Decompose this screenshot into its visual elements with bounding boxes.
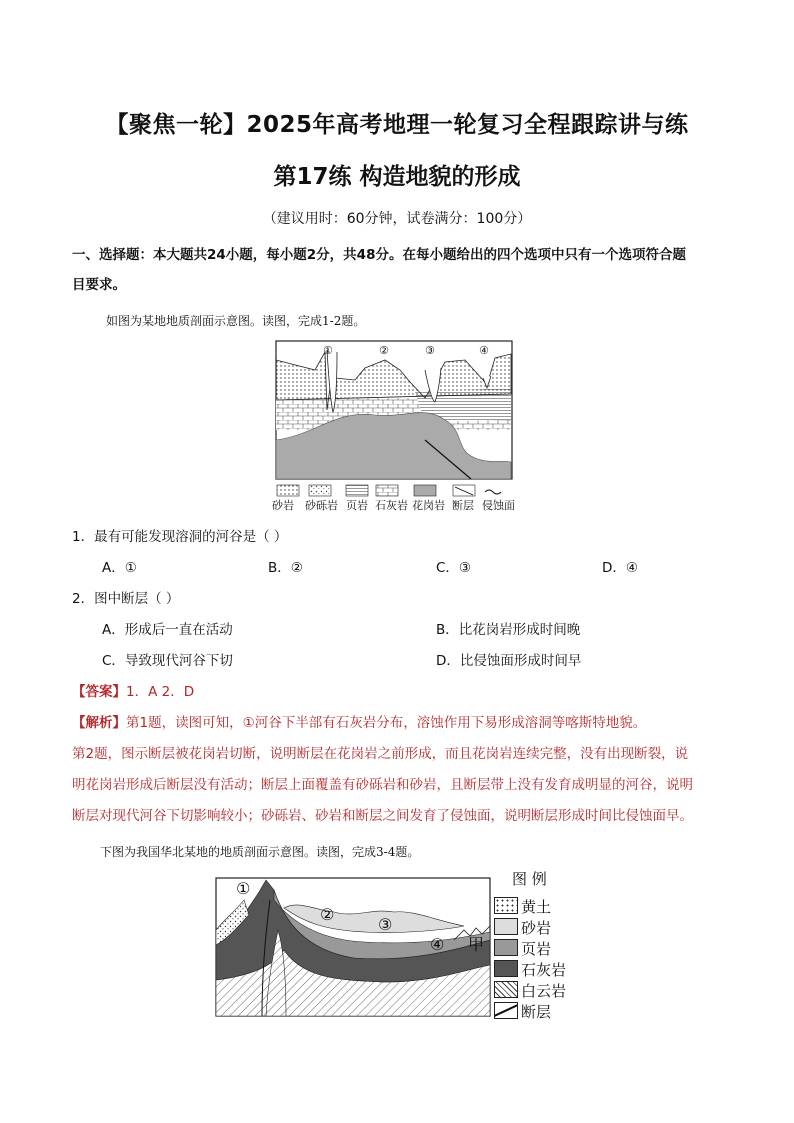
analysis-paragraph-2-line3: 断层对现代河谷下切影响较小；砂砾岩、砂岩和断层之间发育了侵蚀面，说明断层形成时间比侵蚀面早。 <box>72 808 693 824</box>
document-title: 【聚焦一轮】2025年高考地理一轮复习全程跟踪讲与练 <box>105 112 689 138</box>
q2-option-c[interactable]: C．导致现代河谷下切 <box>102 653 233 669</box>
answer-text: 1．A 2．D <box>126 684 195 700</box>
q1-option-d[interactable]: D．④ <box>602 560 638 576</box>
fig1-marker-1: ① <box>323 344 333 357</box>
q2-option-a[interactable]: A．形成后一直在活动 <box>102 622 233 638</box>
fig1-legend-granite: 花岗岩 <box>412 499 445 512</box>
q1-option-a[interactable]: A．① <box>102 560 137 576</box>
figure1-geologic-section <box>275 340 515 512</box>
fig2-legend-sandstone: 砂岩 <box>521 919 552 937</box>
fig2-legend-title: 图 例 <box>512 870 547 888</box>
fig1-legend-shale: 页岩 <box>346 499 368 512</box>
fig2-marker-4: ④ <box>430 935 445 954</box>
analysis-paragraph-1: 第1题，读图可知，①河谷下半部有石灰岩分布，溶蚀作用下易形成溶洞等喀斯特地貌。 <box>126 715 647 731</box>
answer-label: 【答案】 <box>72 684 126 700</box>
analysis-label: 【解析】 <box>72 715 126 731</box>
q2-option-b[interactable]: B．比花岗岩形成时间晚 <box>436 622 581 638</box>
fig2-marker-1: ① <box>236 879 251 898</box>
group1-intro: 如图为某地地质剖面示意图。读图，完成1-2题。 <box>106 314 366 328</box>
fig2-legend-swatch-fault <box>494 1002 518 1019</box>
fig2-legend-limestone: 石灰岩 <box>521 961 567 979</box>
fig2-legend-loess: 黄土 <box>521 898 552 916</box>
analysis-paragraph-2-line1: 第2题，图示断层被花岗岩切断，说明断层在花岗岩之前形成，而且花岗岩连续完整，没有出现断裂，说 <box>72 746 689 762</box>
fig1-marker-3: ③ <box>425 344 435 357</box>
analysis-paragraph-2-line2: 明花岗岩形成后断层没有活动；断层上面覆盖有砂砾岩和砂岩，且断层带上没有发育成明显的河谷，说明 <box>72 777 693 793</box>
section-instruction-line2: 目要求。 <box>72 277 126 293</box>
fig1-legend-limestone: 石灰岩 <box>375 499 408 512</box>
time-score-note: （建议用时：60分钟，试卷满分：100分） <box>262 211 532 227</box>
fig2-legend-swatch-shale <box>494 939 518 956</box>
figure2-geologic-section <box>214 870 494 1020</box>
fig1-legend-conglomerate: 砂砾岩 <box>305 499 338 512</box>
fig2-legend-swatch-limestone <box>494 960 518 977</box>
fig1-legend-erosion-surface: 侵蚀面 <box>482 499 515 512</box>
q1-stem: 1．最有可能发现溶洞的河谷是（ ） <box>72 529 288 545</box>
fig1-legend-fault: 断层 <box>452 499 474 512</box>
section-instruction-line1: 一、选择题：本大题共24小题，每小题2分，共48分。在每小题给出的四个选项中只有一个选项符合题 <box>72 247 686 263</box>
fig2-label-jia: 甲 <box>468 935 485 954</box>
fig1-legend <box>277 485 501 496</box>
fig2-legend-dolomite: 白云岩 <box>521 982 567 1000</box>
q2-option-d[interactable]: D．比侵蚀面形成时间早 <box>436 653 582 669</box>
fig1-legend-sandstone: 砂岩 <box>272 499 294 512</box>
fig1-marker-2: ② <box>379 344 389 357</box>
fig2-legend-fault: 断层 <box>521 1003 552 1021</box>
fig2-legend-swatch-sandstone <box>494 918 518 935</box>
fig2-marker-2: ② <box>320 905 335 924</box>
q1-option-c[interactable]: C．③ <box>436 560 472 576</box>
fig2-legend-swatch-dolomite <box>494 981 518 998</box>
lesson-title: 第17练 构造地貌的形成 <box>273 164 521 190</box>
fig2-marker-3: ③ <box>378 915 393 934</box>
fig2-legend-shale: 页岩 <box>521 940 552 958</box>
fig1-marker-4: ④ <box>479 344 489 357</box>
fig2-legend-swatch-loess <box>494 897 518 914</box>
q1-option-b[interactable]: B．② <box>268 560 303 576</box>
group2-intro: 下图为我国华北某地的地质剖面示意图。读图，完成3-4题。 <box>100 845 420 859</box>
q2-stem: 2．图中断层（ ） <box>72 591 180 607</box>
